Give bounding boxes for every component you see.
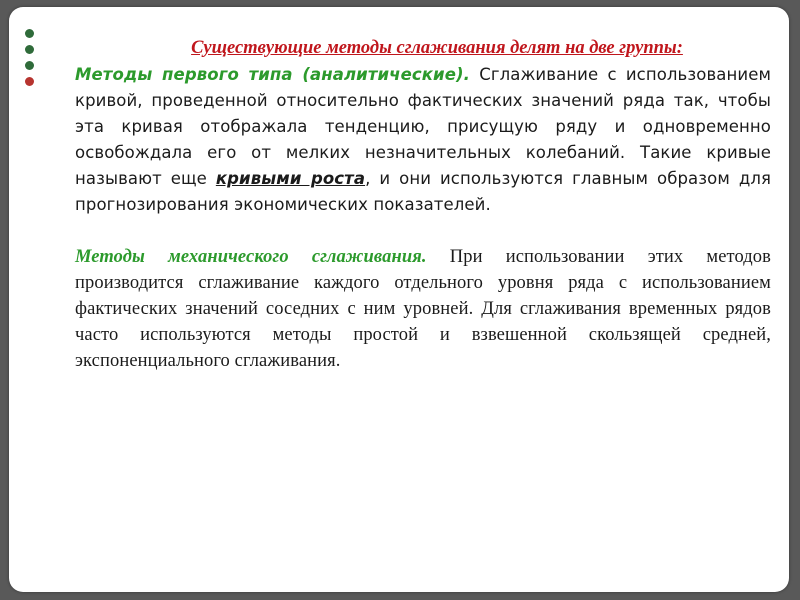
paragraph-analytical-methods <box>75 62 771 218</box>
term-mechanical: Методы механического сглаживания. <box>75 247 427 267</box>
bullet-dot-icon <box>25 61 34 70</box>
bullet-dot-icon <box>25 77 34 86</box>
bullet-dot-icon <box>25 45 34 54</box>
paragraph1-text-before: Сглаживание с использованием кривой, проведенной относительно фактических значений ряда так, чтобы эта кривая отображала тенденцию, присущую ряду и одновременно освобождала его от мелких незначительных колебаний. Такие кривые называют еще <box>75 65 771 188</box>
paragraph2-text: При использовании этих методов производится сглаживание каждого отдельного уровня ряда с использованием фактических значений соседних с ним уровней. Для сглаживания временных рядов часто используются методы простой и взвешенной скользящей средней, экспоненциального сглаживания. <box>75 247 771 371</box>
term-analytical: Методы первого типа (аналитические). <box>75 65 471 84</box>
term-growth-curves: кривыми роста <box>215 169 366 188</box>
slide-content <box>75 35 771 374</box>
decorative-bullets <box>25 29 39 93</box>
bullet-dot-icon <box>25 29 34 38</box>
slide-heading: Существующие методы сглаживания делят на две группы: <box>191 38 683 58</box>
slide <box>9 7 789 592</box>
paragraph-mechanical-methods <box>75 244 771 374</box>
paragraph-gap <box>75 218 771 244</box>
paragraph1-text-after: , и они используются главным образом для прогнозирования экономических показателей. <box>75 169 771 214</box>
